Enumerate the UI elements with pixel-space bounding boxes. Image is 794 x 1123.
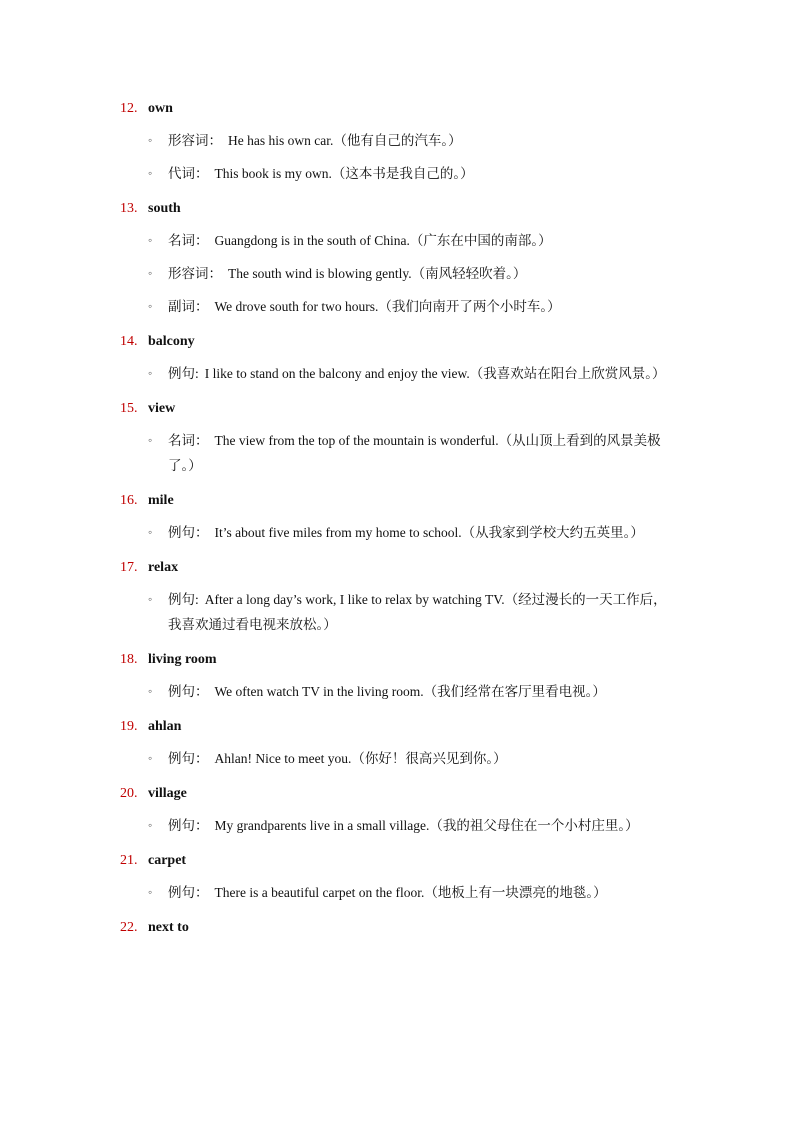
example-sentence: There is a beautiful carpet on the floor.（地板上有一块漂亮的地毯。） [214,885,607,900]
example-sentence: My grandparents live in a small village.（我的祖父母住在一个小村庄里。） [214,818,639,833]
example-list [120,128,690,186]
example-list [120,428,690,478]
example-sentence: After a long day’s work, I like to relax by watching TV.（经过漫长的一天工作后，我喜欢通过看电视来放松。） [168,592,667,632]
example-text [168,428,680,478]
hollow-bullet-icon: ◦ [148,366,153,380]
vocab-term: living room [148,652,217,667]
example-list [120,880,690,905]
vocab-term: village [148,786,187,801]
vocabulary-list [120,98,690,951]
hollow-bullet-icon: ◦ [148,818,153,832]
example-list [120,813,690,838]
example-text [168,587,680,637]
entry-number: 14. [120,334,138,349]
hollow-bullet-icon: ◦ [148,592,153,606]
hollow-bullet-icon: ◦ [148,299,153,313]
part-of-speech-label: 名词： [168,233,209,248]
vocab-entry [120,850,690,905]
example-list [120,587,690,637]
example-text [168,228,680,253]
example-text [168,294,680,319]
example-item [120,746,690,771]
vocab-entry [120,649,690,704]
term-row [120,783,690,805]
example-text [168,880,680,905]
entry-number: 17. [120,560,138,575]
example-sentence: Guangdong is in the south of China.（广东在中国的南部。） [214,233,552,248]
term-row [120,331,690,353]
part-of-speech-label: 例句： [168,885,209,900]
hollow-bullet-icon: ◦ [148,166,153,180]
example-item [120,679,690,704]
hollow-bullet-icon: ◦ [148,751,153,765]
term-row [120,98,690,120]
example-item [120,361,690,386]
part-of-speech-label: 例句： [168,751,209,766]
example-item [120,294,690,319]
example-text [168,161,680,186]
vocab-term: ahlan [148,719,182,734]
term-row [120,398,690,420]
vocab-entry [120,557,690,637]
example-item [120,128,690,153]
part-of-speech-label: 副词： [168,299,209,314]
example-sentence: The view from the top of the mountain is wonderful.（从山顶上看到的风景美极了。） [168,433,661,473]
hollow-bullet-icon: ◦ [148,133,153,147]
entry-number: 13. [120,201,138,216]
example-text [168,679,680,704]
part-of-speech-label: 形容词： [168,266,222,281]
term-row [120,490,690,512]
part-of-speech-label: 形容词： [168,133,222,148]
entry-number: 22. [120,920,138,935]
part-of-speech-label: 例句: [168,592,199,607]
vocab-term: mile [148,493,174,508]
example-text [168,361,680,386]
part-of-speech-label: 例句： [168,684,209,699]
example-sentence: Ahlan! Nice to meet you.（你好！很高兴见到你。） [214,751,507,766]
example-item [120,880,690,905]
example-text [168,520,680,545]
part-of-speech-label: 例句: [168,366,199,381]
vocab-entry [120,198,690,319]
vocab-term: view [148,401,176,416]
example-sentence: He has his own car.（他有自己的汽车。） [228,133,462,148]
hollow-bullet-icon: ◦ [148,266,153,280]
example-list [120,520,690,545]
entry-number: 21. [120,853,138,868]
hollow-bullet-icon: ◦ [148,885,153,899]
entry-number: 12. [120,101,138,116]
vocab-entry [120,98,690,186]
vocab-entry [120,490,690,545]
entry-number: 18. [120,652,138,667]
entry-number: 20. [120,786,138,801]
vocab-term: relax [148,560,179,575]
vocab-entry [120,331,690,386]
vocab-term: balcony [148,334,195,349]
example-text [168,813,680,838]
term-row [120,917,690,939]
example-item [120,520,690,545]
term-row [120,850,690,872]
entry-number: 19. [120,719,138,734]
hollow-bullet-icon: ◦ [148,525,153,539]
example-list [120,228,690,319]
example-list [120,679,690,704]
hollow-bullet-icon: ◦ [148,233,153,247]
example-sentence: The south wind is blowing gently.（南风轻轻吹着。） [228,266,527,281]
example-sentence: I like to stand on the balcony and enjoy the view.（我喜欢站在阳台上欣赏风景。） [204,366,666,381]
term-row [120,649,690,671]
example-sentence: We drove south for two hours.（我们向南开了两个小时车。） [214,299,561,314]
example-text [168,746,680,771]
vocab-term: own [148,101,173,116]
example-item [120,428,690,478]
term-row [120,557,690,579]
entry-number: 15. [120,401,138,416]
example-text [168,261,680,286]
hollow-bullet-icon: ◦ [148,433,153,447]
vocab-entry [120,716,690,771]
example-item [120,587,690,637]
term-row [120,198,690,220]
example-sentence: It’s about five miles from my home to school.（从我家到学校大约五英里。） [214,525,644,540]
vocab-entry [120,917,690,939]
term-row [120,716,690,738]
example-item [120,261,690,286]
part-of-speech-label: 例句： [168,525,209,540]
example-item [120,228,690,253]
example-sentence: This book is my own.（这本书是我自己的。） [214,166,474,181]
vocab-term: south [148,201,181,216]
example-list [120,361,690,386]
vocab-entry [120,783,690,838]
entry-number: 16. [120,493,138,508]
hollow-bullet-icon: ◦ [148,684,153,698]
example-list [120,746,690,771]
part-of-speech-label: 名词： [168,433,209,448]
example-sentence: We often watch TV in the living room.（我们经常在客厅里看电视。） [214,684,606,699]
vocab-term: carpet [148,853,187,868]
vocab-entry [120,398,690,478]
part-of-speech-label: 代词： [168,166,209,181]
example-item [120,161,690,186]
part-of-speech-label: 例句： [168,818,209,833]
vocab-term: next to [148,920,189,935]
example-item [120,813,690,838]
example-text [168,128,680,153]
